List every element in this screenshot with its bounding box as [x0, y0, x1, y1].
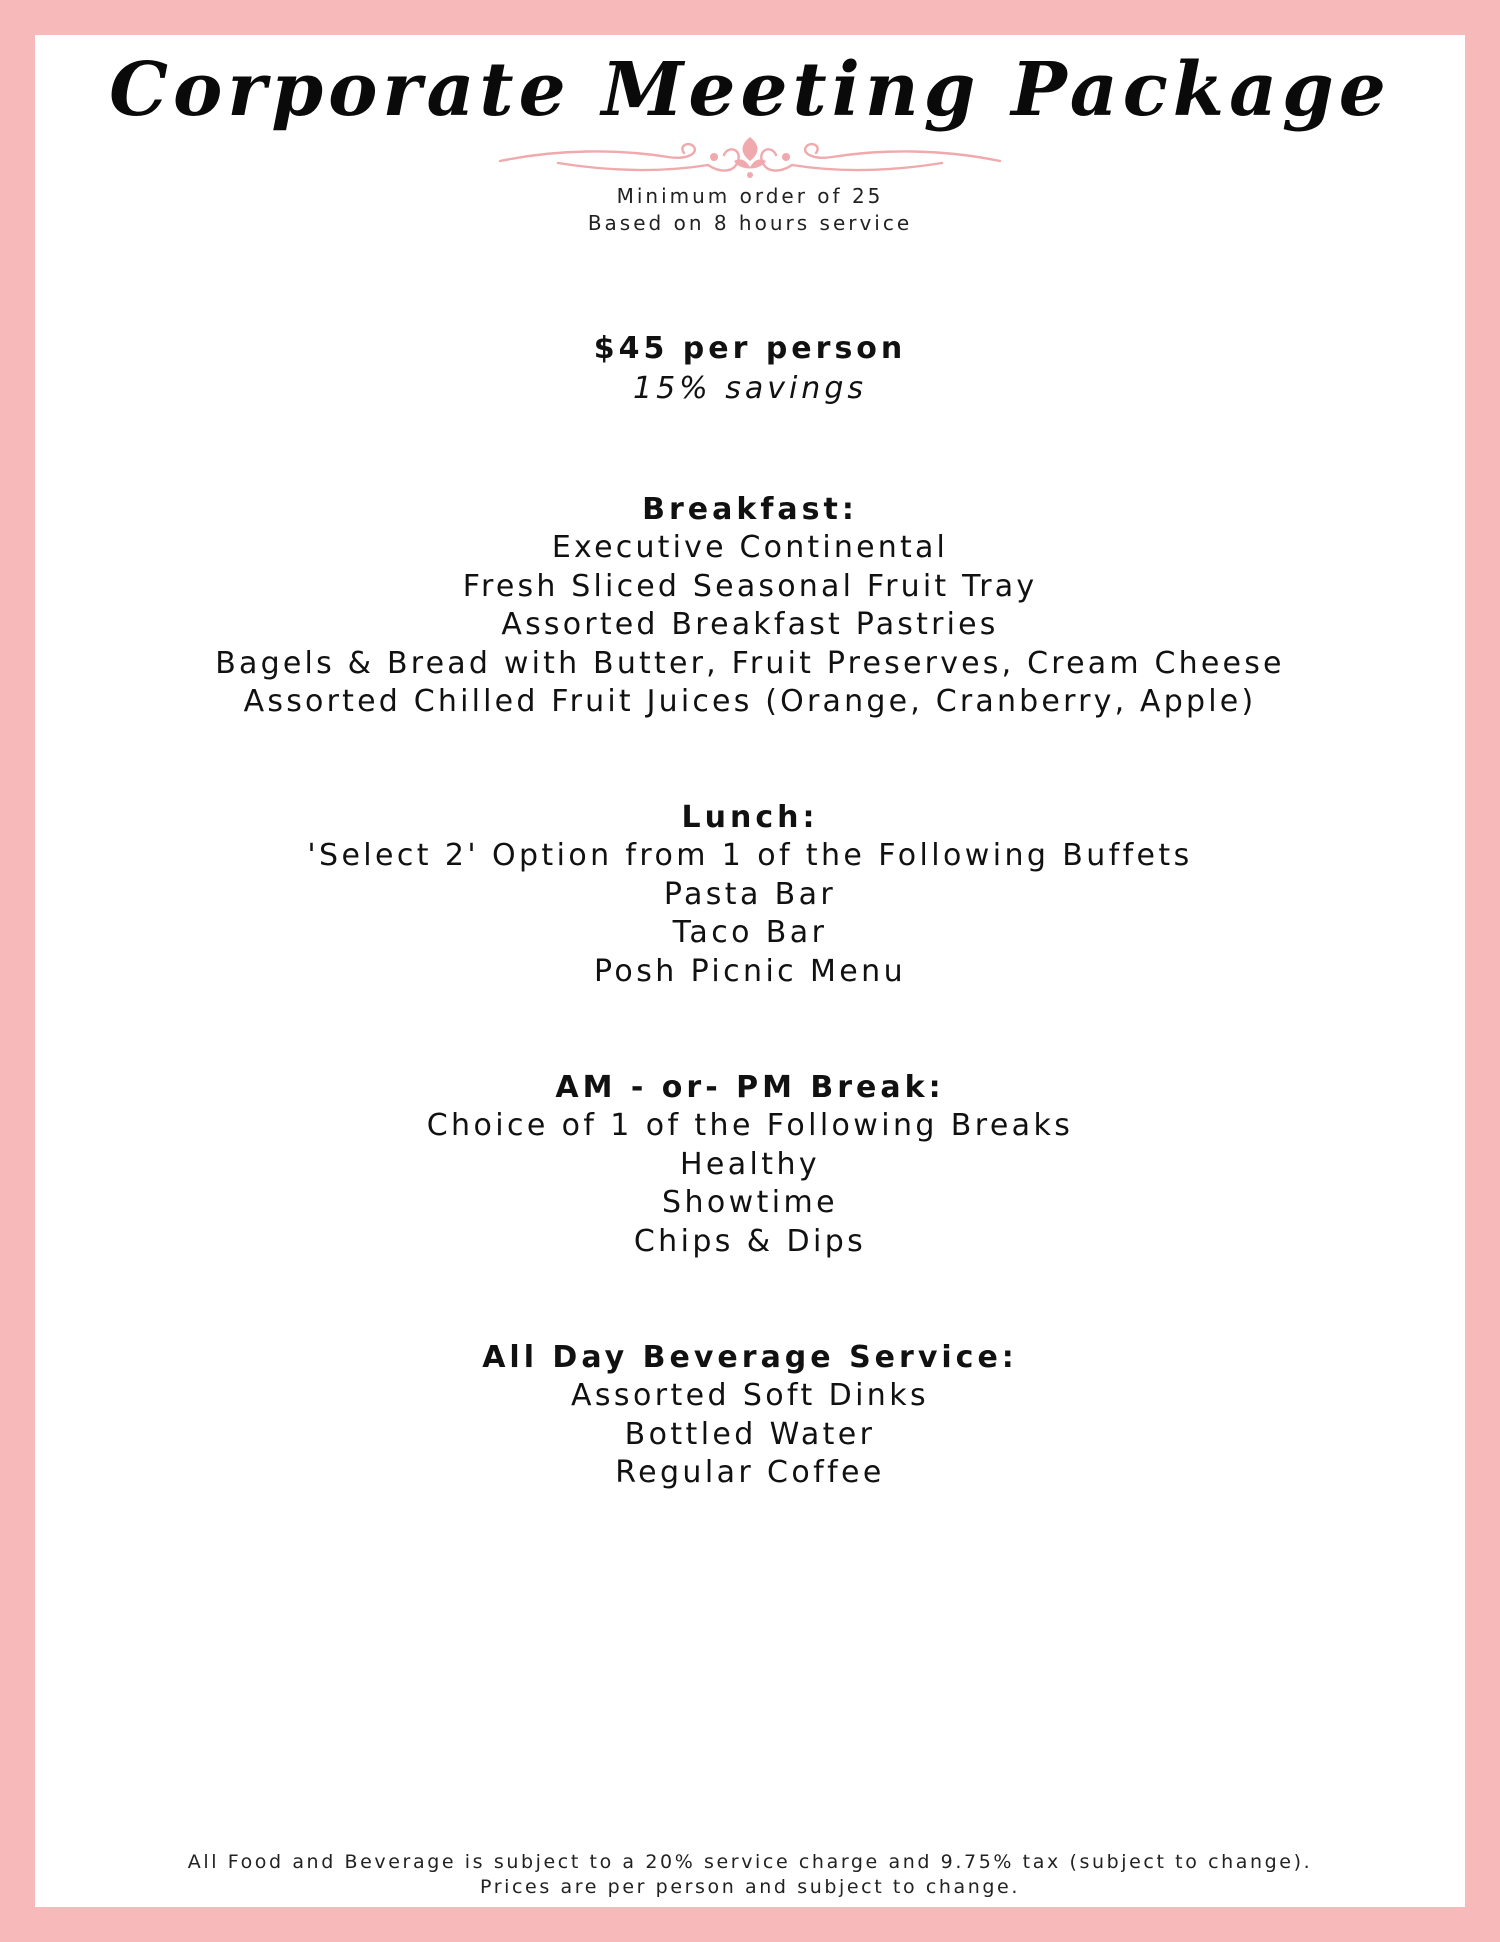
menu-item: Posh Picnic Menu: [594, 953, 906, 989]
beverage-heading: All Day Beverage Service:: [482, 1340, 1018, 1375]
menu-item: Taco Bar: [672, 915, 828, 951]
menu-item: Chips & Dips: [633, 1223, 867, 1259]
minimum-order-note: Minimum order of 25: [616, 184, 884, 208]
pricing-disclaimer: Prices are per person and subject to change.: [480, 1876, 1020, 1898]
menu-item: Fresh Sliced Seasonal Fruit Tray: [462, 568, 1038, 604]
menu-item: Showtime: [662, 1185, 838, 1221]
menu-item: Assorted Chilled Fruit Juices (Orange, Cranberry, Apple): [243, 684, 1257, 720]
menu-item: Choice of 1 of the Following Breaks: [426, 1108, 1074, 1143]
service-hours-note: Based on 8 hours service: [587, 211, 913, 235]
price-per-person: $45 per person: [593, 331, 907, 366]
breakfast-section: [35, 490, 1465, 722]
lunch-heading: Lunch:: [681, 800, 819, 835]
menu-item: Assorted Soft Dinks: [570, 1378, 930, 1413]
flourish-divider-icon: [498, 131, 1002, 181]
breakfast-heading: Breakfast:: [642, 492, 858, 527]
menu-item: Regular Coffee: [615, 1455, 885, 1491]
break-heading: AM - or- PM Break:: [555, 1070, 945, 1105]
page-title: Corporate Meeting Package: [109, 47, 1391, 133]
beverage-section: [35, 1338, 1465, 1493]
lunch-section: [35, 798, 1465, 991]
menu-item: Bagels & Bread with Butter, Fruit Preserves, Cream Cheese: [215, 645, 1285, 681]
menu-item: Healthy: [679, 1146, 821, 1182]
break-section: [35, 1068, 1465, 1261]
menu-item: 'Select 2' Option from 1 of the Following Buffets: [307, 838, 1193, 873]
menu-item: Pasta Bar: [663, 876, 837, 912]
menu-item: Assorted Breakfast Pastries: [501, 607, 999, 643]
menu-item: Executive Continental: [551, 530, 949, 565]
menu-item: Bottled Water: [624, 1416, 876, 1452]
menu-page: [35, 35, 1465, 1907]
savings-note: 15% savings: [632, 371, 867, 406]
service-charge-note: All Food and Beverage is subject to a 20% service charge and 9.75% tax (subject to change).: [187, 1851, 1313, 1873]
